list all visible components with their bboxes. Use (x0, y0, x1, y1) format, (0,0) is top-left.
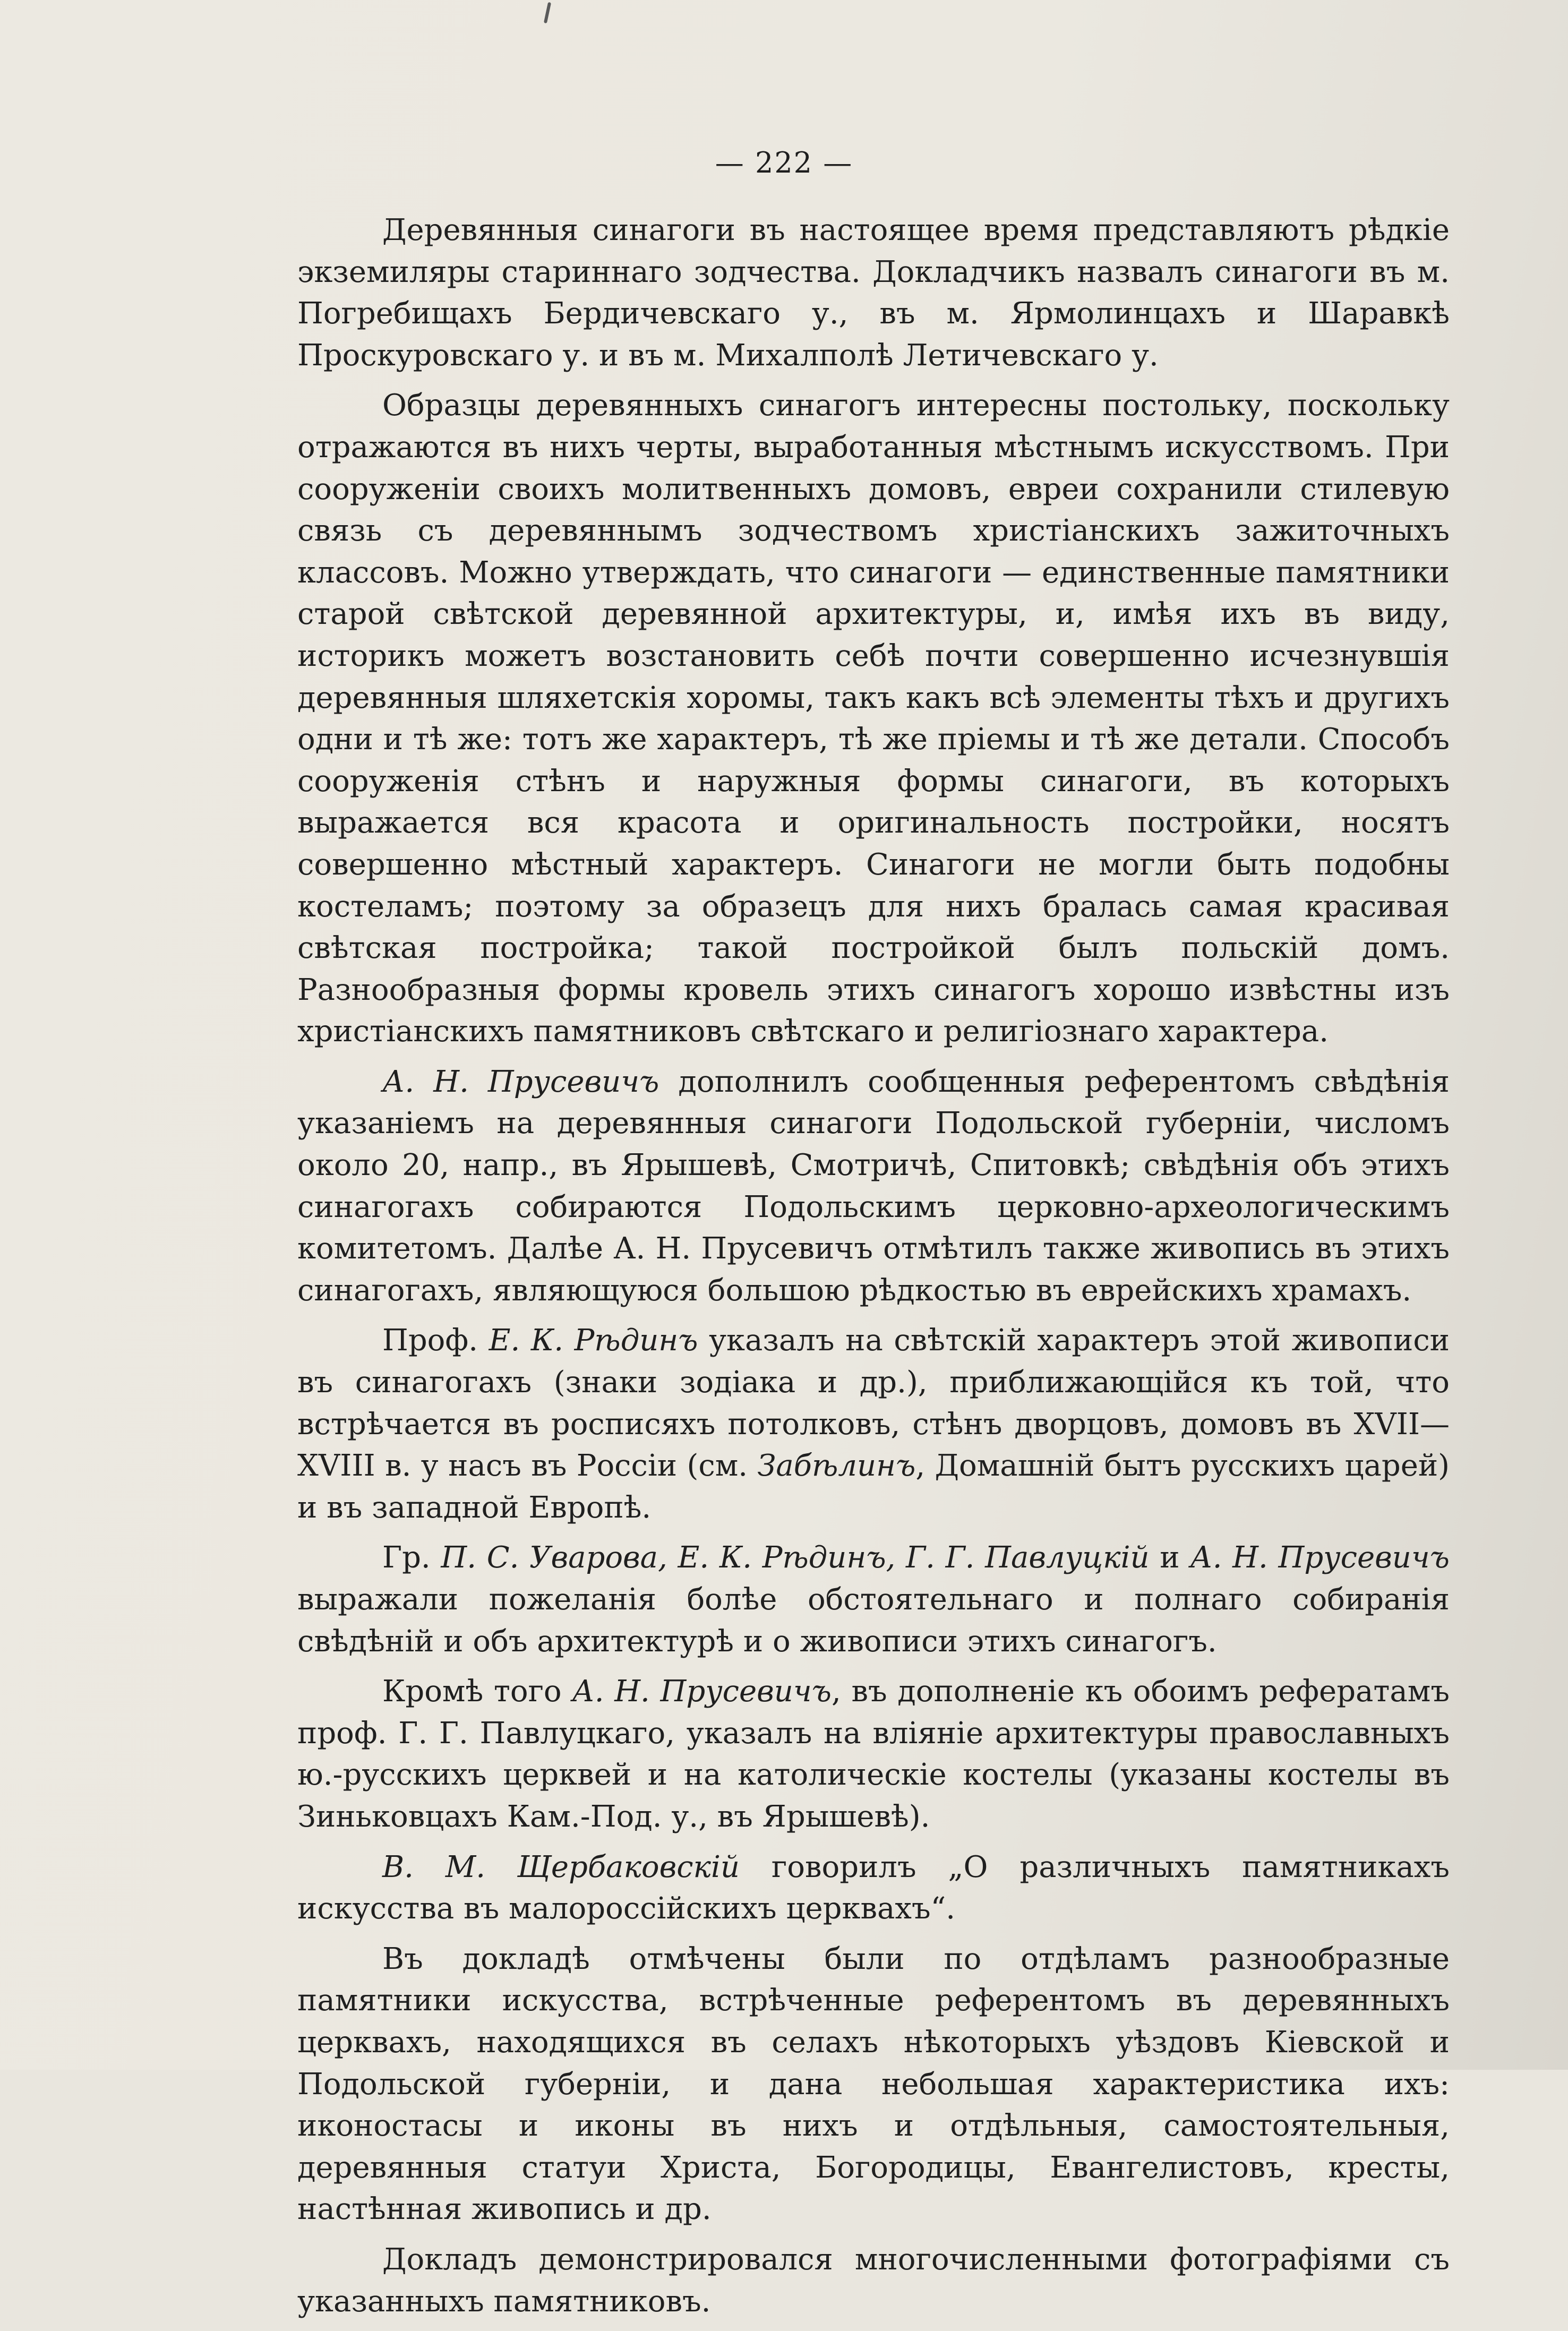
text-segment: дополнилъ сообщенныя референтомъ свѣдѣнія указаніемъ на деревянныя синагоги Подольской губерніи, числомъ около 20, напр., въ Ярышевѣ, Смотричѣ, Спитовкѣ; свѣдѣнія объ этихъ синагогахъ собираются Подольскимъ церковно-археологическимъ комитетомъ. Далѣе А. Н. Прусевичъ отмѣтилъ также живопись въ этихъ синагогахъ, являющуюся большою рѣдкостью въ еврейскихъ храмахъ. (297, 1064, 1450, 1308)
text-segment: Проф. (382, 1323, 489, 1358)
text-segment: и (1149, 1540, 1190, 1575)
person-name: А. Н. Прусевичъ (572, 1674, 832, 1709)
text-segment: Гр. (382, 1540, 441, 1575)
paragraph (297, 1537, 1450, 1662)
person-name: Е. К. Рѣдинъ (489, 1323, 698, 1358)
person-name: А. Н. Прусевичъ (1190, 1540, 1450, 1575)
person-name: В. М. Щербаковскій (382, 1849, 740, 1884)
text-segment: указалъ на свѣтскій характеръ этой живописи въ синагогахъ (знаки зодіака и др.), приближающійся къ той, что встрѣчается въ росписяхъ потолковъ, стѣнъ дворцовъ, домовъ въ XVII—XVIII в. у насъ въ Россіи (см. (297, 1323, 1450, 1484)
stray-pencil-mark (544, 2, 551, 23)
text-segment: выражали пожеланія болѣе обстоятельнаго и полнаго собиранія свѣдѣній и объ архитектурѣ и о живописи этихъ синагогъ. (297, 1582, 1450, 1659)
text-segment: Деревянныя синагоги въ настоящее время представляютъ рѣдкіе экземиляры стариннаго зодчества. Докладчикъ назвалъ синагоги въ м. Погребищахъ Бердичевскаго у., въ м. Ярмолинцахъ и Шаравкѣ Проскуровскаго у. и въ м. Михалполѣ Летичевскаго у. (297, 213, 1450, 373)
text-segment: говорилъ „О различныхъ памятникахъ искусства въ малороссійскихъ церквахъ“. (297, 1849, 1450, 1926)
person-name: П. С. Уварова, Е. К. Рѣдинъ, Г. Г. Павлуцкій (441, 1540, 1150, 1575)
paragraph (297, 1320, 1450, 1529)
text-segment: Кромѣ того (382, 1674, 572, 1709)
text-segment: Образцы деревянныхъ синагогъ интересны постольку, поскольку отражаются въ нихъ черты, выработанныя мѣстнымъ искусствомъ. При сооруженіи своихъ молитвенныхъ домовъ, евреи сохранили стилевую связь съ деревяннымъ зодчествомъ христіанскихъ зажиточныхъ классовъ. Можно утверждать, что синагоги — единственные памятники старой свѣтской деревянной архитектуры, и, имѣя ихъ въ виду, историкъ можетъ возстановить себѣ почти совершенно исчезнувшія деревянныя шляхетскія хоромы, такъ какъ всѣ элементы тѣхъ и другихъ одни и тѣ же: тотъ же характеръ, тѣ же пріемы и тѣ же детали. Способъ сооруженія стѣнъ и наружныя формы синагоги, въ которыхъ выражается вся красота и оригинальность постройки, носятъ совершенно мѣстный характеръ. Синагоги не могли быть подобны костеламъ; поэтому за образецъ для нихъ бралась самая красивая свѣтская постройка; такой постройкой былъ польскій домъ. Разнообразныя формы кровель этихъ синагогъ хорошо извѣстны изъ христіанскихъ памятниковъ свѣтскаго и религіознаго характера. (297, 388, 1450, 1049)
text-segment: , въ дополненіе къ обоимъ рефератамъ проф. Г. Г. Павлуцкаго, указалъ на вліяніе архитектуры православныхъ ю.-русскихъ церквей и на католическіе костелы (указаны костелы въ Зиньковцахъ Кам.-Под. у., въ Ярышевѣ). (297, 1674, 1450, 1834)
text-segment: , Домашній бытъ русскихъ царей) и въ западной Европѣ. (297, 1449, 1450, 1525)
text-segment: Въ докладѣ отмѣчены были по отдѣламъ разнообразные памятники искусства, встрѣченные референтомъ въ деревянныхъ церквахъ, находящихся въ селахъ нѣкоторыхъ уѣздовъ Кіевской и Подольской губерніи, и дана небольшая характеристика ихъ: иконостасы и иконы въ нихъ и отдѣльныя, самостоятельныя, деревянныя статуи Христа, Богородицы, Евангелистовъ, кресты, настѣнная живопись и др. (297, 1941, 1450, 2227)
body-text (297, 210, 1450, 2331)
paragraph (297, 210, 1450, 376)
person-name: Забѣлинъ (757, 1449, 916, 1484)
paragraph (297, 2239, 1450, 2323)
paragraph (297, 1671, 1450, 1838)
page-number: — 222 — (715, 146, 853, 179)
text-segment: Докладъ демонстрировался многочисленными фотографіями съ указанныхъ памятниковъ. (297, 2242, 1450, 2319)
paragraph (297, 1847, 1450, 1930)
person-name: А. Н. Прусевичъ (382, 1064, 659, 1099)
paragraph (297, 385, 1450, 1053)
paragraph (297, 1939, 1450, 2231)
paragraph (297, 1061, 1450, 1312)
